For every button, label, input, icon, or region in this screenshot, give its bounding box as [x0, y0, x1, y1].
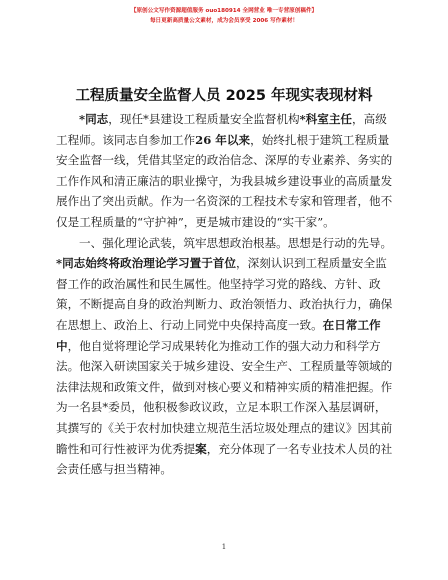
text-span: 案: [195, 441, 207, 456]
banner-line-1: 【原创公文写作资源超值服务 ouo180914 全网营业 唯一专营原创稿件】: [130, 8, 318, 14]
header-banner: [0, 6, 448, 26]
banner-line-2: 每日更新高质量公文素材，成为会员享受 2006 写作素材！: [149, 18, 299, 24]
text-span: *同志: [79, 112, 109, 126]
text-span: ，始终扎根于建筑工程质量安全监督一线，凭借其坚定的政治信念、深厚的专业素养、务实的工作作风和清正廉洁的职业操守，为我县城乡建设事业的高质量发展作出了突出贡献。作为一名资深的工程技术专家和管理者，他不仅是工程质量的“守护神”，更是城市建设的“实干家”。: [56, 132, 393, 229]
text-span: *科室主任: [299, 112, 353, 126]
paragraph-section-1: [56, 233, 394, 480]
document-title: 工程质量安全监督人员 2025 年现实表现材料: [75, 88, 373, 104]
text-span: ，充分体现了一名专业技术人员的社会责任感与担当精神。: [56, 441, 393, 477]
document-body: [56, 109, 394, 480]
text-span: 26 年以来: [195, 132, 251, 147]
page-number: 1: [221, 543, 227, 551]
paragraph-intro: [56, 109, 394, 233]
text-span: *同志始终将政治理论学习置于首位: [56, 256, 236, 271]
text-span: ，他自觉将理论学习成果转化为推动工作的强大动力和科学方法。他深入研读国家关于城乡建设、安全生产、工程质量等领域的法律法规和政策文件，做到对核心要义和精神实质的精准把握。作为一名县*委员，他积极参政议政，立足本职工作深入基层调研，其撰写的《关于农村加快建立规范生活垃圾处理点的建议》因其前瞻性和可行性被评为优秀提: [56, 338, 393, 456]
text-span: 在日常工作中: [56, 317, 381, 353]
text-span: ，深刻认识到工程质量安全监督工作的政治属性和民生属性。他坚持学习党的路线、方针、政策，不断提高自身的政治判断力、政治领悟力、政治执行力，确保在思想上、政治上、行动上同党中央保持高度一致。: [56, 256, 393, 332]
text-span: ，现任*县建设工程质量安全监督机构: [108, 112, 300, 126]
text-span: ，高级工程师。该同志自参加工作: [56, 112, 387, 147]
text-span: 一、强化理论武装，筑牢思想政治根基。思想是行动的先导。: [79, 235, 393, 250]
